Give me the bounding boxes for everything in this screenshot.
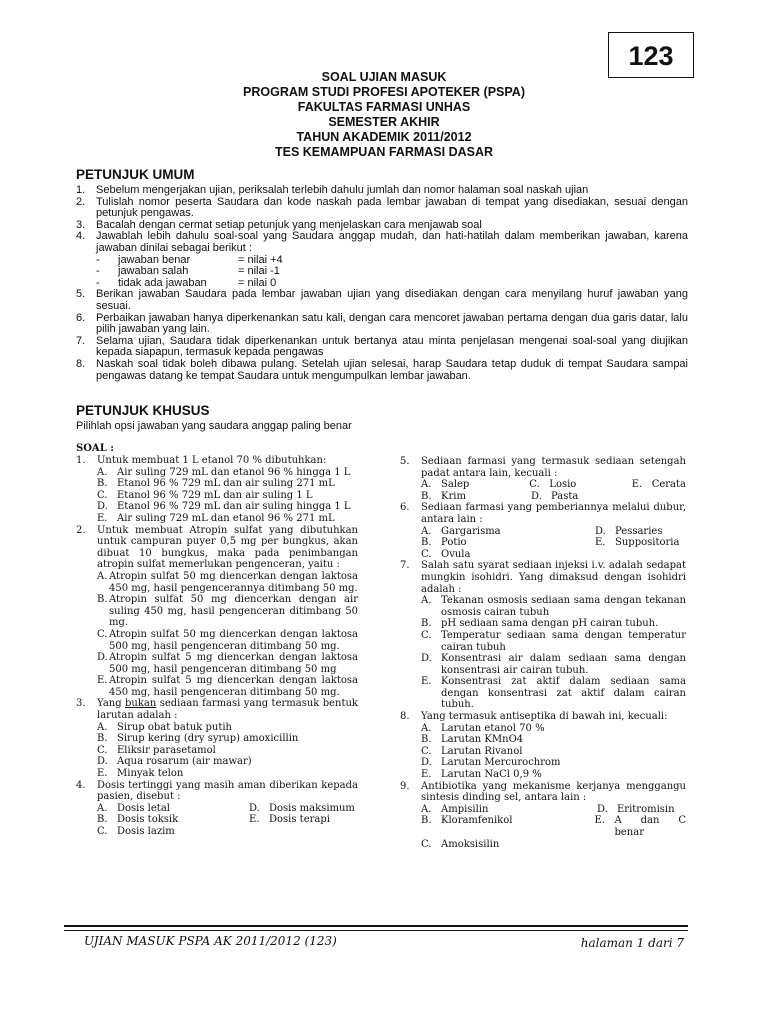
option-text: Gargarisma <box>441 525 501 537</box>
scoring-dash: - <box>96 253 100 266</box>
option-text: Dosis lazim <box>117 826 175 837</box>
option-key: D. <box>421 757 432 769</box>
question-text: Dosis tertinggi yang masih aman diberikan kepada pasien, disebut : <box>97 779 358 803</box>
answer-option <box>97 803 249 815</box>
scoring-value: = nilai -1 <box>238 265 280 278</box>
header-line-3: FAKULTAS FARMASI UNHAS <box>297 100 471 114</box>
option-key: D. <box>531 490 542 502</box>
option-key: C. <box>421 548 432 560</box>
option-key: E. <box>595 537 606 549</box>
scoring-dash: - <box>96 265 100 278</box>
answer-option <box>97 501 358 513</box>
option-key: C. <box>529 479 540 491</box>
option-key: A. <box>421 479 432 491</box>
instruction-number: 2. <box>76 195 86 208</box>
option-key: E. <box>631 479 643 491</box>
option-text: Konsentrasi air dalam sediaan sama dengan konsentrasi air cairan tubuh. <box>441 653 686 676</box>
instruction-number: 7. <box>76 334 86 347</box>
answer-option <box>421 491 531 503</box>
question-9 <box>400 781 686 851</box>
question-text: Sediaan farmasi yang termasuk sediaan setengah padat antara lain, kecuali : <box>421 456 686 479</box>
instruction-number: 6. <box>76 311 86 324</box>
answer-option <box>97 814 249 826</box>
option-text: Larutan Rivanol <box>441 745 523 757</box>
question-1 <box>76 455 358 525</box>
option-key: A. <box>97 466 108 478</box>
instruction-text: Berikan jawaban Saudara pada lembar jawaban ujian yang disediakan dengan cara menyilang huruf jawaban yang sesuai. <box>96 288 688 312</box>
option-text: Temperatur sediaan sama dengan temperatur cairan tubuh <box>441 629 686 653</box>
instruction-number: 5. <box>76 288 86 301</box>
answer-option <box>97 513 358 525</box>
option-key: C. <box>97 744 108 756</box>
answer-option <box>421 479 529 491</box>
question-number: 7. <box>400 560 410 572</box>
option-key: C. <box>421 838 432 850</box>
option-text: Larutan KMnO4 <box>441 734 524 746</box>
question-number: 4. <box>76 779 86 791</box>
exam-code: 123 <box>628 41 674 71</box>
answer-option <box>632 479 686 491</box>
instruction-number: 3. <box>76 218 86 231</box>
question-number: 5. <box>400 456 410 467</box>
option-text: Atropin sulfat 50 mg diencerkan dengan laktosa 500 mg, hasil pengenceran ditimbang 50 mg. <box>109 628 358 652</box>
special-instruction-note: Pilihlah opsi jawaban yang saudara anggap paling benar <box>76 420 352 432</box>
option-text: Etanol 96 % 729 mL dan air suling 1 L <box>117 489 313 501</box>
general-instructions <box>76 185 688 382</box>
option-text: Aqua rosarum (air mawar) <box>117 756 252 768</box>
option-text: Atropin sulfat 5 mg diencerkan dengan laktosa 450 mg, hasil pengenceran ditimbang 50 mg. <box>109 675 358 698</box>
option-text: Larutan etanol 70 % <box>441 722 545 734</box>
option-text: Pessaries <box>615 525 663 537</box>
option-key: A. <box>421 525 432 537</box>
option-key: D. <box>97 501 108 513</box>
option-key: E. <box>421 769 432 781</box>
option-row <box>97 814 358 826</box>
option-key: E. <box>97 768 108 780</box>
scoring-dash: - <box>96 276 100 289</box>
option-text: Salep <box>441 479 470 491</box>
instruction-text: Naskah soal tidak boleh dibawa pulang. Setelah ujian selesai, harap Saudara tetap duduk di tempat Saudara sampai pengawas datang ke tempat Saudara untuk mengumpulkan lembar jawaban. <box>96 357 688 382</box>
option-key: C. <box>421 745 432 757</box>
answer-option <box>97 733 358 745</box>
question-text: Salah satu syarat sediaan injeksi i.v. adalah sedapat mungkin isohidri. Yang dimaksud dengan isohidri adalah : <box>421 560 686 595</box>
question-text: Yang termasuk antiseptika di bawah ini, kecuali: <box>421 711 668 723</box>
option-key: E. <box>594 815 605 827</box>
questions-label: SOAL : <box>76 443 114 454</box>
instruction-text: Selama ujian, Saudara tidak diperkenankan untuk bertanya atau minta penjelasan mengenai soal-soal yang diujikan kepada siapapun, termasuk kepada pengawas <box>96 334 688 359</box>
answer-option <box>597 804 675 816</box>
option-key: B. <box>97 733 108 745</box>
option-text: Dosis toksik <box>117 814 179 826</box>
option-text: Larutan Mercurochrom <box>441 757 561 769</box>
option-text: Atropin sulfat 5 mg diencerkan dengan laktosa 500 mg, hasil pengenceran ditimbang 50 mg <box>109 652 358 675</box>
answer-option <box>97 594 358 629</box>
option-row <box>421 537 686 549</box>
answer-option <box>97 629 358 652</box>
scoring-value: = nilai +4 <box>238 253 283 266</box>
option-key: A. <box>421 595 432 607</box>
question-6 <box>400 502 686 560</box>
question-2 <box>76 525 358 699</box>
instruction-text: Tulislah nomor peserta Saudara dan kode naskah pada lembar jawaban di tempat yang disediakan, sesuai dengan petunjuk pengawas. <box>96 195 688 220</box>
question-text: Untuk membuat Atropin sulfat yang dibutuhkan untuk campuran puyer 0,5 mg per bungkus, akan dibuat 10 bungkus, maka pada penimbangan atropin sulfat memerlukan pengenceran, yaitu : <box>97 524 358 571</box>
option-key: A. <box>421 803 432 815</box>
option-key: C. <box>421 629 432 641</box>
option-key: A. <box>97 570 108 582</box>
answer-option <box>97 675 358 698</box>
scoring-value: = nilai 0 <box>238 276 277 289</box>
option-text: Konsentrasi zat aktif dalam sediaan sama dengan konsentrasi zat aktif dalam cairan tubuh. <box>441 676 686 711</box>
option-key: D. <box>97 756 108 768</box>
scoring-label: jawaban benar <box>118 253 191 266</box>
footer-page-number: halaman 1 dari 7 <box>580 936 684 950</box>
option-text: Kloramfenikol <box>441 815 513 827</box>
answer-option <box>421 746 686 758</box>
option-text: Dosis terapi <box>269 814 330 826</box>
option-key: B. <box>421 490 432 502</box>
option-key: D. <box>249 802 260 814</box>
option-key: D. <box>597 803 608 815</box>
question-text-underlined: bukan <box>125 698 157 710</box>
question-text-pre: Yang <box>97 698 122 710</box>
option-row <box>421 491 686 503</box>
question-number: 6. <box>400 502 410 514</box>
answer-option <box>97 467 358 479</box>
answer-option <box>594 815 686 838</box>
instruction-text: Jawablah lebih dahulu soal-soal yang Saudara anggap mudah, dan hati-hatilah dalam memberikan jawaban, karena jawaban dinilai sebagai berikut : <box>96 230 688 254</box>
option-text: Pasta <box>551 490 579 502</box>
footer-rule-bottom <box>64 930 688 931</box>
option-key: C. <box>97 628 108 640</box>
header-line-2: PROGRAM STUDI PROFESI APOTEKER (PSPA) <box>243 85 525 99</box>
answer-option <box>421 630 686 653</box>
answer-option <box>421 526 595 538</box>
option-text: Tekanan osmosis sediaan sama dengan tekanan osmosis cairan tubuh <box>441 595 686 618</box>
option-key: A. <box>421 722 432 734</box>
option-key: D. <box>595 525 606 537</box>
instruction-item <box>76 313 688 336</box>
questions-right-column <box>400 456 686 850</box>
option-text: Losio <box>549 479 577 491</box>
header-line-4: SEMESTER AKHIR <box>328 115 440 129</box>
option-key: B. <box>421 734 432 746</box>
question-number: 3. <box>76 698 86 710</box>
answer-option <box>421 676 686 711</box>
option-text: Air suling 729 mL dan etanol 96 % hingga 1 L <box>117 466 351 478</box>
instruction-item <box>76 359 688 382</box>
instruction-text: Bacalah dengan cermat setiap petunjuk yang menjelaskan cara menjawab soal <box>96 218 482 231</box>
question-number: 2. <box>76 524 86 536</box>
question-4 <box>76 780 358 838</box>
answer-option <box>97 826 175 838</box>
scoring-row <box>76 266 688 278</box>
footer-exam-id: UJIAN MASUK PSPA AK 2011/2012 (123) <box>84 934 337 948</box>
option-text: Eritromisin <box>617 803 675 815</box>
option-text: Amoksisilin <box>441 838 500 850</box>
option-key: B. <box>421 815 432 827</box>
answer-option <box>97 768 358 780</box>
option-row <box>97 803 358 815</box>
question-5 <box>400 456 686 502</box>
header-line-6: TES KEMAMPUAN FARMASI DASAR <box>274 145 494 159</box>
question-text: Sediaan farmasi yang pemberiannya melalui dubur, antara lain : <box>421 502 686 525</box>
instruction-item <box>76 231 688 254</box>
question-number: 1. <box>76 455 86 466</box>
answer-option <box>529 479 631 491</box>
answer-option <box>421 769 686 781</box>
option-key: A. <box>97 721 108 733</box>
option-row <box>421 549 686 561</box>
option-key: E. <box>97 675 108 687</box>
answer-option <box>97 571 358 594</box>
answer-option <box>421 618 686 630</box>
option-row <box>421 479 686 491</box>
option-text: Sirup obat batuk putih <box>117 721 232 733</box>
option-text: Atropin sulfat 50 mg diencerkan dengan laktosa 450 mg, hasil pengencerannya ditimbang 50 mg. <box>109 570 358 594</box>
question-text: Untuk membuat 1 L etanol 70 % dibutuhkan: <box>97 455 327 466</box>
option-key: D. <box>421 653 432 665</box>
option-key: B. <box>97 594 108 606</box>
instruction-text: Sebelum mengerjakan ujian, periksalah terlebih dahulu jumlah dan nomor halaman soal naskah ujian <box>96 184 589 196</box>
exam-header <box>80 70 688 160</box>
answer-option <box>97 490 358 502</box>
option-key: E. <box>421 676 432 688</box>
option-text: Etanol 96 % 729 mL dan air suling 271 mL <box>117 478 335 490</box>
option-text: pH sediaan sama dengan pH cairan tubuh. <box>441 618 659 630</box>
section-title-umum: PETUNJUK UMUM <box>76 167 195 182</box>
answer-option <box>421 549 470 561</box>
option-key: B. <box>421 537 432 549</box>
option-key: D. <box>97 652 108 664</box>
option-text: Dosis maksimum <box>269 802 355 814</box>
question-number: 8. <box>400 711 410 723</box>
option-text: Dosis letal <box>117 802 170 814</box>
questions-left-column <box>76 455 358 838</box>
option-text: Sirup kering (dry syrup) amoxicillin <box>117 733 299 745</box>
question-3 <box>76 698 358 779</box>
header-line-5: TAHUN AKADEMIK 2011/2012 <box>296 130 472 144</box>
option-text: Ovula <box>441 548 471 560</box>
header-line-1: SOAL UJIAN MASUK <box>321 70 447 84</box>
answer-option <box>97 478 358 490</box>
question-text: Antibiotika yang mekanisme kerjanya menggangu sintesis dinding sel, antara lain : <box>421 780 686 804</box>
section-title-khusus: PETUNJUK KHUSUS <box>76 403 210 418</box>
option-text: Eliksir parasetamol <box>117 744 216 756</box>
answer-option <box>249 803 355 815</box>
scoring-label: jawaban salah <box>118 265 189 278</box>
answer-option <box>531 491 578 503</box>
option-text: Suppositoria <box>615 537 680 549</box>
option-text: Air suling 729 mL dan etanol 96 % 271 mL <box>117 512 335 524</box>
option-key: E. <box>97 512 108 524</box>
question-number: 9. <box>400 780 410 792</box>
option-key: B. <box>97 478 108 490</box>
instruction-number: 4. <box>76 230 86 243</box>
option-row <box>421 815 686 838</box>
option-key: B. <box>421 618 432 630</box>
option-key: E. <box>249 814 260 826</box>
answer-option <box>97 652 358 675</box>
footer-rule-top <box>64 925 688 927</box>
instruction-number: 8. <box>76 357 86 370</box>
option-row <box>421 839 686 851</box>
option-text: Cerata <box>651 479 686 491</box>
question-text-post: sediaan farmasi yang termasuk bentuk larutan adalah : <box>97 698 358 722</box>
instruction-item <box>76 197 688 220</box>
answer-option <box>421 734 686 746</box>
answer-option <box>97 745 358 757</box>
question-8 <box>400 711 686 781</box>
option-row <box>421 804 686 816</box>
answer-option <box>421 723 686 735</box>
option-key: C. <box>97 489 108 501</box>
scoring-label: tidak ada jawaban <box>118 276 207 289</box>
answer-option <box>249 814 330 826</box>
option-row <box>97 826 358 838</box>
option-text: Minyak telon <box>117 768 184 780</box>
answer-option <box>421 804 597 816</box>
answer-option <box>421 537 595 549</box>
option-text: Larutan NaCl 0,9 % <box>441 769 542 781</box>
option-text: A dan C benar <box>614 815 686 838</box>
answer-option <box>595 537 679 549</box>
instruction-item <box>76 336 688 359</box>
option-text: Ampisilin <box>441 803 489 815</box>
instruction-item <box>76 289 688 312</box>
answer-option <box>421 839 499 851</box>
instruction-number: 1. <box>76 184 86 196</box>
option-text: Potio <box>441 537 467 549</box>
answer-option <box>595 526 662 538</box>
option-key: B. <box>97 814 108 826</box>
answer-option <box>421 815 594 838</box>
option-text: Atropin sulfat 50 mg diencerkan dengan air suling 450 mg, hasil pengenceran ditimbang 50 mg. <box>109 594 358 629</box>
answer-option <box>421 757 686 769</box>
option-key: C. <box>97 826 108 837</box>
option-text: Krim <box>441 490 466 502</box>
answer-option <box>97 722 358 734</box>
answer-option <box>97 756 358 768</box>
answer-option <box>421 653 686 676</box>
option-key: A. <box>97 802 108 814</box>
question-7 <box>400 560 686 711</box>
option-row <box>421 526 686 538</box>
answer-option <box>421 595 686 618</box>
instruction-text: Perbaikan jawaban hanya diperkenankan satu kali, dengan cara mencoret jawaban pertama dengan dua garis datar, lalu pilih jawaban yang lain. <box>96 311 688 336</box>
option-text: Etanol 96 % 729 mL dan air suling hingga 1 L <box>117 501 351 513</box>
